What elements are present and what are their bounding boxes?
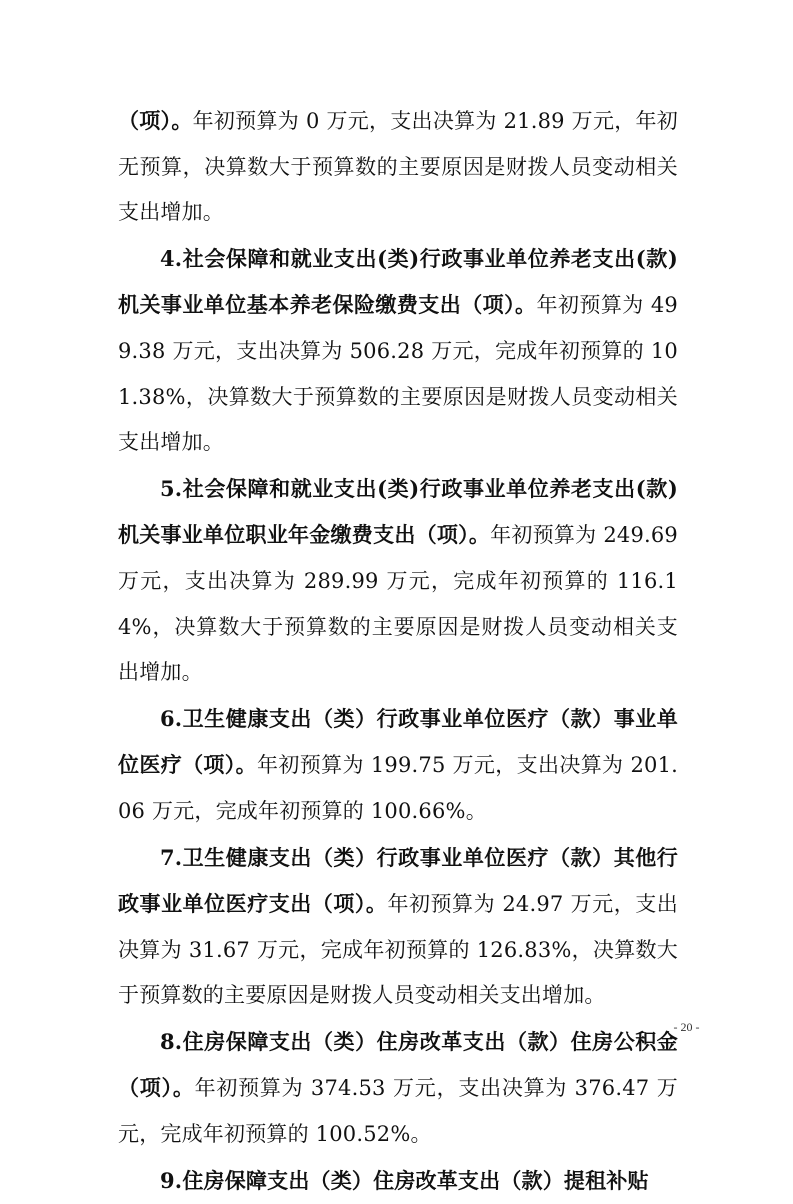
paragraph-item-9 <box>118 1158 678 1204</box>
paragraph-text: 年初预算为 374.53 万元，支出决算为 376.47 万元，完成年初预算的 100.52%。 <box>118 1076 678 1147</box>
paragraph-continuation <box>118 98 678 236</box>
paragraph-heading: 6.卫生健康支出（类）行政事业单位医疗（款）事业单位医疗（项）。 <box>118 705 678 778</box>
paragraph-text: 年初预算为 0 万元，支出决算为 21.89 万元，年初无预算，决算数大于预算数的主要原因是财拨人员变动相关支出增加。 <box>118 109 678 225</box>
paragraph-heading: 4.社会保障和就业支出(类)行政事业单位养老支出(款)机关事业单位基本养老保险缴费支出（项）。 <box>118 245 678 318</box>
paragraph-text: 年初预算为 24.97 万元，支出决算为 31.67 万元，完成年初预算的 126.83%，决算数大于预算数的主要原因是财拨人员变动相关支出增加。 <box>118 892 678 1008</box>
page-content <box>118 98 678 1204</box>
paragraph-item-6 <box>118 696 678 835</box>
paragraph-text: 年初预算为 199.75 万元，支出决算为 201.06 万元，完成年初预算的 100.66%。 <box>118 753 678 823</box>
paragraph-heading: 8.住房保障支出（类）住房改革支出（款）住房公积金（项）。 <box>118 1028 678 1101</box>
paragraph-heading: （项）。 <box>118 108 193 133</box>
paragraph-heading: 7.卫生健康支出（类）行政事业单位医疗（款）其他行政事业单位医疗支出（项）。 <box>118 844 678 917</box>
page-number: - 20 - <box>673 1020 700 1034</box>
paragraph-heading: 9.住房保障支出（类）住房改革支出（款）提租补贴 <box>160 1167 649 1193</box>
paragraph-heading: 5.社会保障和就业支出(类)行政事业单位养老支出(款)机关事业单位职业年金缴费支出（项）。 <box>118 475 678 548</box>
paragraph-item-4 <box>118 236 678 466</box>
paragraph-item-5 <box>118 466 678 696</box>
paragraph-text: 年初预算为 249.69 万元，支出决算为 289.99 万元，完成年初预算的 116.14%，决算数大于预算数的主要原因是财拨人员变动相关支出增加。 <box>118 523 678 685</box>
paragraph-item-7 <box>118 835 678 1019</box>
paragraph-text: 年初预算为 499.38 万元，支出决算为 506.28 万元，完成年初预算的 101.38%，决算数大于预算数的主要原因是财拨人员变动相关支出增加。 <box>118 293 678 455</box>
paragraph-item-8 <box>118 1019 678 1158</box>
